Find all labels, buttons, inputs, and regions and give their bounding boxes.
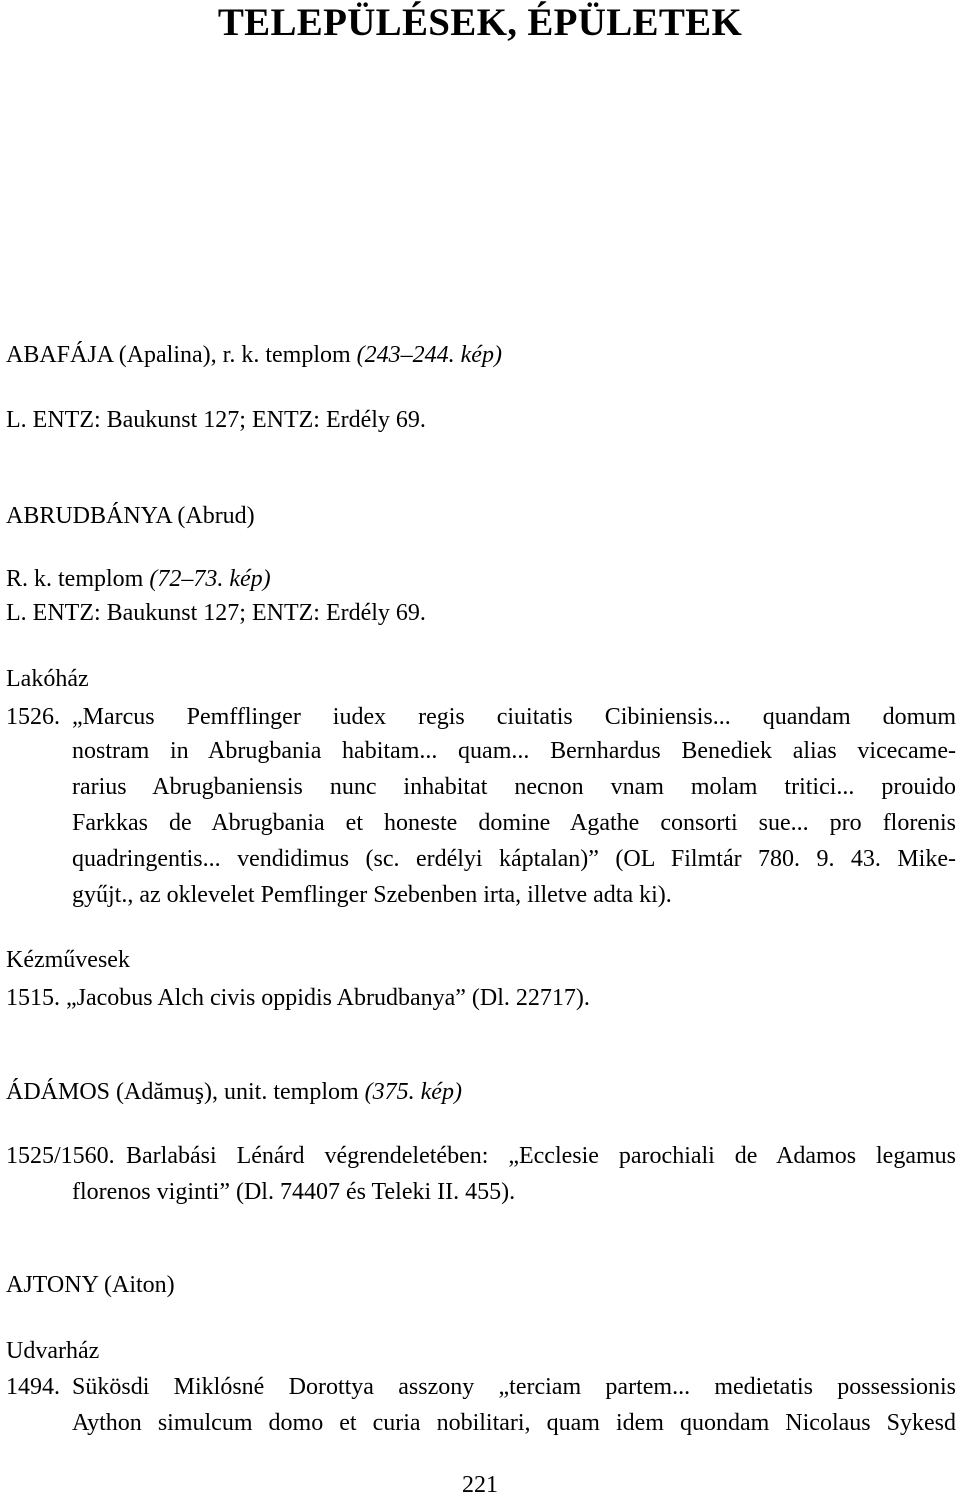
subheading-kezmuvesek: Kézművesek <box>6 947 130 973</box>
entry-year: 1526. <box>6 704 60 730</box>
entry-text: Sükösdi Miklósné Dorottya asszony „terciam partem... medietatis possessionis <box>72 1374 956 1400</box>
entry-text: Barlabási Lénárd végrendeletében: „Ecclesie parochiali de Adamos legamus <box>126 1143 956 1169</box>
literature-line: L. ENTZ: Baukunst 127; ENTZ: Erdély 69. <box>6 407 426 433</box>
heading-text: ABAFÁJA (Apalina), r. k. templom <box>6 342 357 368</box>
adamos-entry-line-2: florenos viginti” (Dl. 74407 és Teleki II. 455). <box>72 1179 516 1205</box>
entry-heading-abrudbanya: ABRUDBÁNYA (Abrud) <box>6 503 255 529</box>
entry-year: 1494. <box>6 1374 60 1400</box>
image-reference: (72–73. kép) <box>149 566 271 592</box>
entry-heading-ajtony: AJTONY (Aiton) <box>6 1272 175 1298</box>
lakohaz-entry-line-2: nostram in Abrugbania habitam... quam... Bernhardus Benediek alias vicecame- <box>72 738 956 764</box>
lakohaz-entry-line-3: rarius Abrugbaniensis nunc inhabitat necnon vnam molam tritici... prouido <box>72 774 956 800</box>
lakohaz-entry-line-6: gyűjt., az oklevelet Pemflinger Szebenben irta, illetve adta ki). <box>72 882 672 908</box>
subheading-lakohaz: Lakóház <box>6 666 89 692</box>
lakohaz-entry-line-4: Farkkas de Abrugbania et honeste domine Agathe consorti sue... pro florenis <box>72 810 956 836</box>
image-reference: (375. kép) <box>364 1079 462 1105</box>
udvarhaz-entry-line-2: Aython simulcum domo et curia nobilitari, quam idem quondam Nicolaus Sykesd <box>72 1410 956 1436</box>
image-reference: (243–244. kép) <box>356 342 502 368</box>
adamos-entry-line-1 <box>6 1141 956 1171</box>
lakohaz-entry-line-5: quadringentis... vendidimus (sc. erdélyi káptalan)” (OL Filmtár 780. 9. 43. Mike- <box>72 846 956 872</box>
literature-line: L. ENTZ: Baukunst 127; ENTZ: Erdély 69. <box>6 600 426 626</box>
entry-heading-abafaja <box>6 340 502 370</box>
page-number: 221 <box>462 1472 498 1498</box>
church-text: R. k. templom <box>6 566 150 592</box>
church-line <box>6 564 271 594</box>
entry-heading-adamos <box>6 1077 462 1107</box>
kezmuvesek-entry: 1515. „Jacobus Alch civis oppidis Abrudbanya” (Dl. 22717). <box>6 985 590 1011</box>
subheading-udvarhaz: Udvarház <box>6 1338 100 1364</box>
udvarhaz-entry-line-1 <box>6 1372 956 1402</box>
lakohaz-entry-line-1 <box>6 702 956 732</box>
heading-text: ÁDÁMOS (Adămuş), unit. templom <box>6 1079 365 1105</box>
entry-text: „Marcus Pemfflinger iudex regis ciuitatis Cibiniensis... quandam domum <box>72 704 956 730</box>
entry-year: 1525/1560. <box>6 1143 115 1169</box>
page-title: TELEPÜLÉSEK, ÉPÜLETEK <box>217 1 743 44</box>
